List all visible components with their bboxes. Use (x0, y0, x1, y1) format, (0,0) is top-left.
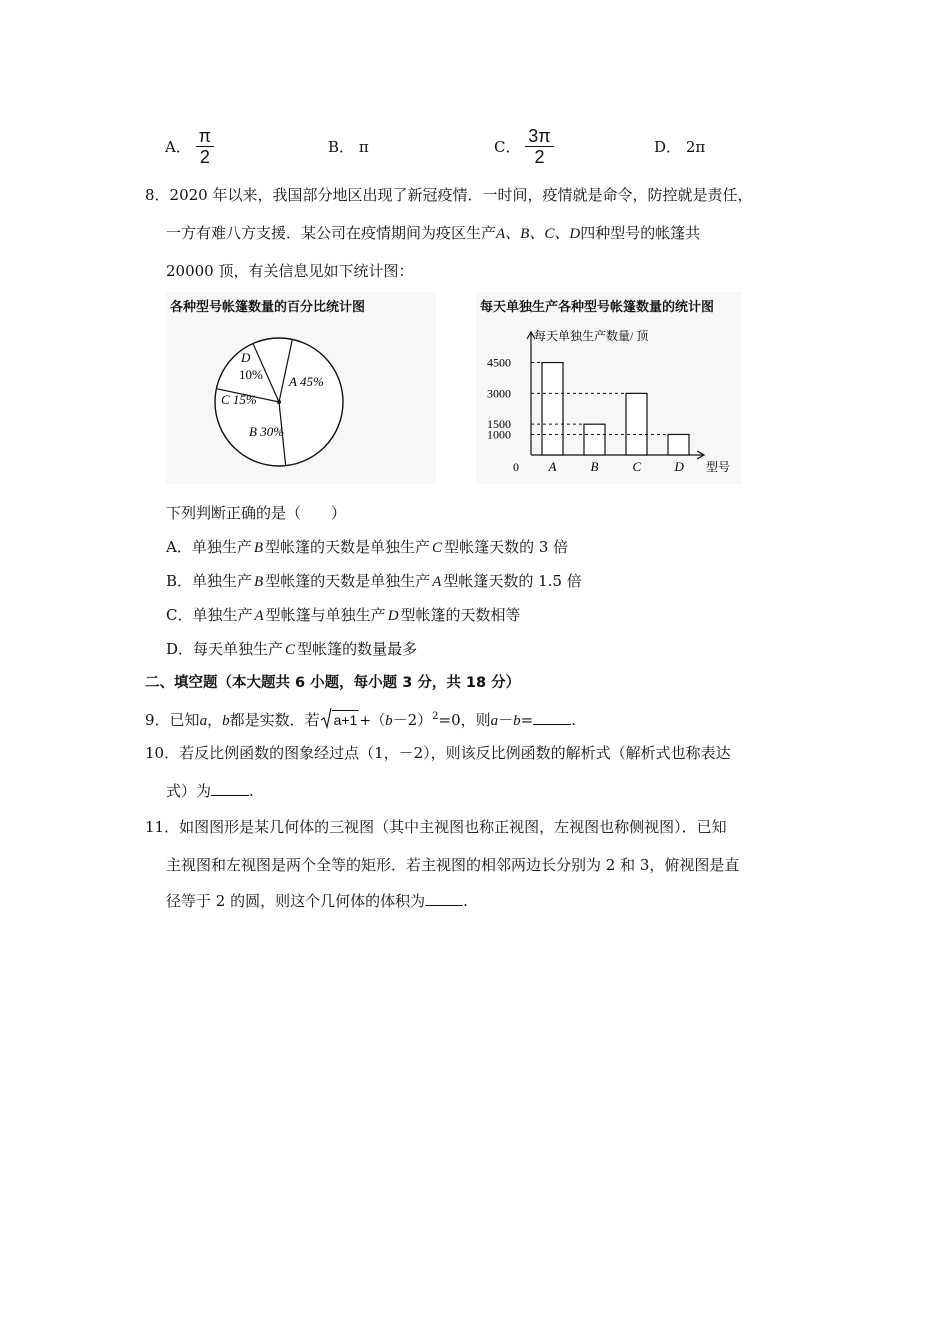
pie-center (277, 400, 281, 404)
option-label: A． (166, 538, 192, 556)
option-text: 型帐篷的天数相等 (400, 606, 521, 624)
y-tick-1500: 1500 (487, 417, 511, 432)
q10-line-2 (166, 780, 254, 802)
y-axis-label: 每天单独生产数量/ 顶 (534, 329, 649, 343)
question-text: 都是实数．若 (229, 711, 320, 729)
var-a: a (490, 713, 499, 729)
fraction: $\frac{3\pi}{2}$ (525, 126, 553, 167)
q11-line-2 (166, 854, 739, 876)
q11-line-3 (166, 890, 468, 912)
x-axis-label: 型号 (706, 460, 731, 474)
q7-option-b (328, 136, 369, 157)
period: . (463, 892, 468, 910)
y-tick-4500: 4500 (487, 355, 511, 370)
x-tick-a: A (548, 459, 557, 474)
operator: － (498, 711, 514, 729)
pie-label-b: B 30% (249, 424, 285, 439)
option-text: 型帐篷的天数是单独生产 (265, 538, 431, 556)
option-value: 2π (685, 138, 706, 156)
option-text: 每天单独生产 (193, 640, 284, 658)
pie-chart-title: 各种型号帐篷数量的百分比统计图 (170, 300, 366, 315)
option-text: 型帐篷天数的 1.5 倍 (443, 572, 582, 590)
option-label: B． (328, 138, 355, 156)
bar-c (626, 393, 647, 455)
origin-label: 0 (513, 460, 519, 474)
q9-line (145, 706, 576, 732)
pie-label-c: C 15% (221, 392, 257, 407)
question-number: 8． (145, 186, 170, 204)
period: . (571, 711, 576, 729)
q8-option-0 (166, 536, 568, 559)
pie-chart (166, 292, 436, 484)
option-label: D． (654, 138, 682, 156)
option-label: C． (494, 138, 521, 156)
var-b: b (513, 713, 521, 729)
question-text: 主视图和左视图是两个全等的矩形．若主视图的相邻两边长分别为 2 和 3，俯视图是直 (166, 856, 740, 874)
question-text: =0，则 (438, 711, 491, 729)
bar-chart-panel (476, 292, 742, 484)
option-label: B． (166, 572, 193, 590)
option-letter: A (432, 574, 442, 590)
q8-option-3 (166, 638, 421, 661)
option-letter (417, 642, 421, 658)
question-text: 径等于 2 的圆，则这个几何体的体积为 (166, 892, 426, 910)
option-letter: C (432, 540, 443, 556)
var-a: a (199, 713, 208, 729)
exponent: 2 (432, 711, 439, 722)
option-value: π (358, 138, 369, 156)
question-number: 9． (145, 711, 170, 729)
q8-line-1 (145, 184, 753, 206)
bar-a (542, 363, 563, 455)
y-tick-1000: 1000 (487, 427, 511, 442)
question-number: 10． (145, 744, 180, 762)
q7-option-c (494, 126, 554, 167)
q7-option-d (654, 136, 705, 157)
option-label: D． (166, 640, 194, 658)
period: . (249, 782, 254, 800)
q8-option-2 (166, 604, 521, 627)
option-text: 单独生产 (192, 572, 253, 590)
q8-line-2 (166, 222, 700, 245)
q8-question (166, 502, 346, 524)
q8-line-3 (166, 260, 414, 282)
question-text: 式）为 (166, 782, 212, 800)
bar-chart (476, 292, 742, 484)
option-letter: C (285, 642, 296, 658)
answer-blank[interactable] (211, 781, 249, 796)
question-text: 四种型号的帐篷共 (580, 224, 701, 242)
x-tick-b: B (590, 459, 599, 474)
question-text: 2020 年以来，我国部分地区出现了新冠疫情．一时间，疫情就是命令，防控就是责任， (169, 186, 753, 204)
question-text: 如图图形是某几何体的三视图（其中主视图也称正视图，左视图也称侧视图）．已知 (179, 818, 727, 836)
pie-label-d: D (241, 350, 251, 365)
q8-option-1 (166, 570, 582, 593)
operator: = (520, 711, 534, 729)
option-text: 单独生产 (192, 606, 253, 624)
answer-blank[interactable] (425, 891, 463, 906)
option-text: 型帐篷的数量最多 (297, 640, 418, 658)
operator: +（ (359, 713, 386, 729)
letters: A、B、C、D (496, 226, 581, 242)
option-letter: B (254, 574, 264, 590)
option-letter: D (387, 608, 399, 624)
option-text: 型帐篷天数的 3 倍 (444, 538, 569, 556)
square-root (320, 709, 360, 731)
section-title-text: 二、填空题（本大题共 6 小题，每小题 3 分，共 18 分） (145, 675, 521, 691)
option-text: 单独生产 (191, 538, 252, 556)
pie-chart-panel (166, 292, 436, 484)
question-text: 若反比例函数的图象经过点（1，－2），则该反比例函数的解析式（解析式也称表达 (179, 744, 731, 762)
question-text: 已知 (169, 711, 200, 729)
option-label: A． (165, 138, 191, 156)
bar-d (668, 434, 689, 455)
operator: －2） (392, 711, 433, 729)
comma: ， (207, 711, 223, 729)
option-letter: A (254, 608, 264, 624)
section-title (145, 672, 520, 694)
y-tick-3000: 3000 (487, 386, 511, 401)
pie-label-a: A 45% (289, 374, 324, 389)
q7-option-a (165, 126, 214, 167)
radicand: a+1 (333, 712, 358, 728)
question-text: 一方有难八方支援．某公司在疫情期间为疫区生产 (166, 224, 497, 242)
answer-blank[interactable] (533, 710, 571, 725)
option-label: C． (166, 606, 193, 624)
option-text: 型帐篷与单独生产 (265, 606, 386, 624)
fraction: $\frac{\pi}{2}$ (196, 126, 214, 167)
question-number: 11． (145, 818, 180, 836)
question-text: 20000 顶，有关信息见如下统计图： (166, 262, 414, 280)
var-b: b (385, 713, 393, 729)
x-tick-c: C (632, 459, 642, 474)
pie-label-d-percent: 10% (239, 367, 263, 382)
bar-b (584, 424, 605, 455)
q10-line-1 (145, 742, 731, 764)
var-b: b (222, 713, 230, 729)
option-letter: B (253, 540, 264, 556)
bar-chart-title: 每天单独生产各种型号帐篷数量的统计图 (480, 300, 715, 315)
question-text: 下列判断正确的是（ ） (166, 504, 347, 522)
x-tick-d: D (674, 459, 684, 474)
q11-line-1 (145, 816, 727, 838)
option-text: 型帐篷的天数是单独生产 (265, 572, 431, 590)
